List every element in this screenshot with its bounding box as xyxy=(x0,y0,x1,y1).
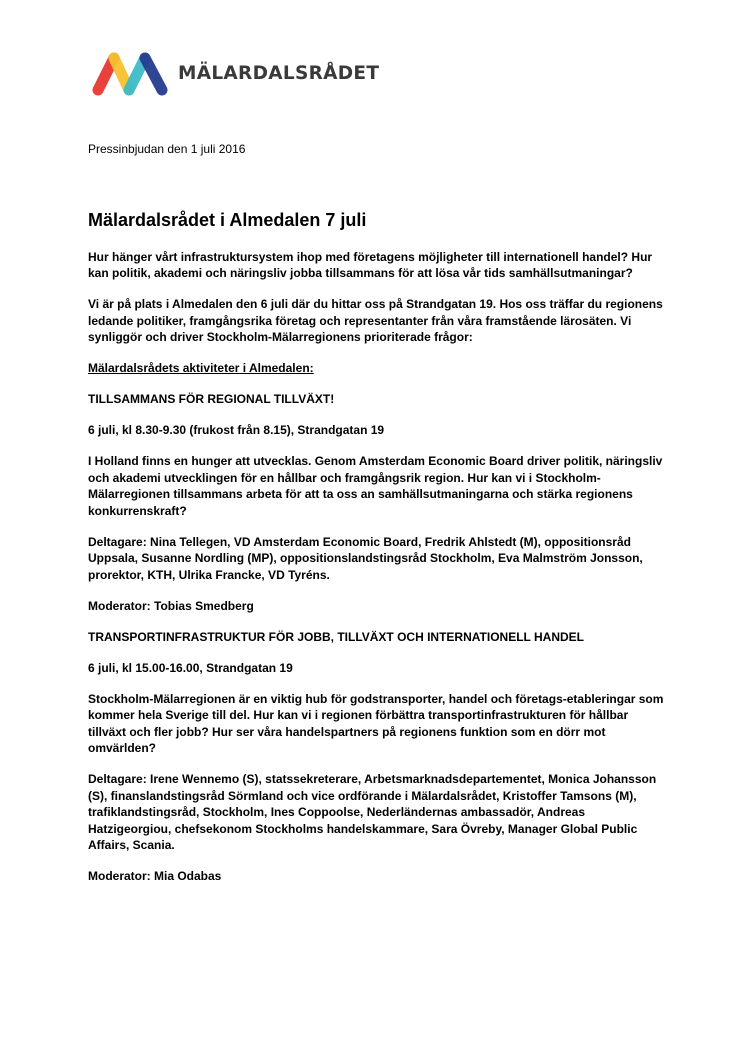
logo-text: MÄLARDALSRÅDET xyxy=(178,62,380,84)
event-moderator: Moderator: Mia Odabas xyxy=(88,869,222,883)
logo xyxy=(92,50,379,96)
event-time: 6 juli, kl 15.00-16.00, Strandgatan 19 xyxy=(88,660,293,675)
event-description: I Holland finns en hunger att utvecklas. Genom Amsterdam Economic Board driver politik, näringsliv och akademi utvecklingen för en hållbar och framgångsrik region. Hur kan vi i Stockholm-Mälarregionen tillsammans arbeta för att ta oss an samhällsutmaningarna och stärka regionens konkurrenskraft? xyxy=(88,454,663,518)
document-title: Mälardalsrådet i Almedalen 7 juli xyxy=(88,209,367,230)
date-line: Pressinbjudan den 1 juli 2016 xyxy=(88,142,246,156)
logo-mark-icon xyxy=(92,50,170,96)
event-heading: TRANSPORTINFRASTRUKTUR FÖR JOBB, TILLVÄXT OCH INTERNATIONELL HANDEL xyxy=(88,629,584,644)
document-body xyxy=(88,141,668,899)
event-participants: Deltagare: Irene Wennemo (S), statssekreterare, Arbetsmarknadsdepartementet, Monica Johansson (S), finanslandstingsråd Sörmland och vice ordförande i Mälardalsrådet, Kristoffer Tamsons (M), trafiklandstingsråd, Stockholm, Ines Coppoolse, Nederländernas ambassadör, Andreas Hatzigeorgiou, chefsekonom Stockholms handelskammare, Sara Övreby, Manager Global Public Affairs, Scania. xyxy=(88,772,657,852)
event-moderator: Moderator: Tobias Smedberg xyxy=(88,598,254,613)
logo-stroke-blue xyxy=(145,58,162,90)
event-heading: TILLSAMMANS FÖR REGIONAL TILLVÄXT! xyxy=(88,392,335,406)
event-time: 6 juli, kl 8.30-9.30 (frukost från 8.15), Strandgatan 19 xyxy=(88,423,385,437)
event-description: Stockholm-Mälarregionen är en viktig hub för godstransporter, handel och företags-etableringar som kommer hela Sverige till del. Hur kan vi i regionen förbättra transportinfrastrukturen för hållbar tillväxt och fler jobb? Hur ser våra handelspartners på regionens funktion som en dörr mot omvärlden? xyxy=(88,691,664,755)
event-participants: Deltagare: Nina Tellegen, VD Amsterdam Economic Board, Fredrik Ahlstedt (M), oppositionsråd Uppsala, Susanne Nordling (MP), oppositionslandstingsråd Stockholm, Eva Malmström Jonsson, prorektor, KTH, Ulrika Francke, VD Tyréns. xyxy=(88,534,643,582)
activities-heading: Mälardalsrådets aktiviteter i Almedalen: xyxy=(88,361,314,375)
intro-paragraph: Hur hänger vårt infrastruktursystem ihop med företagens möjligheter till internationell handel? Hur kan politik, akademi och näringsliv jobba tillsammans för att lösa vår tids samhällsutmaningar? xyxy=(88,249,653,280)
presence-paragraph: Vi är på plats i Almedalen den 6 juli där du hittar oss på Strandgatan 19. Hos oss träffar du regionens ledande politiker, framgångsrika företag och representanter från våra framstående lärosäten. Vi synliggör och driver Stockholm-Mälarregionens prioriterade frågor: xyxy=(88,297,663,344)
